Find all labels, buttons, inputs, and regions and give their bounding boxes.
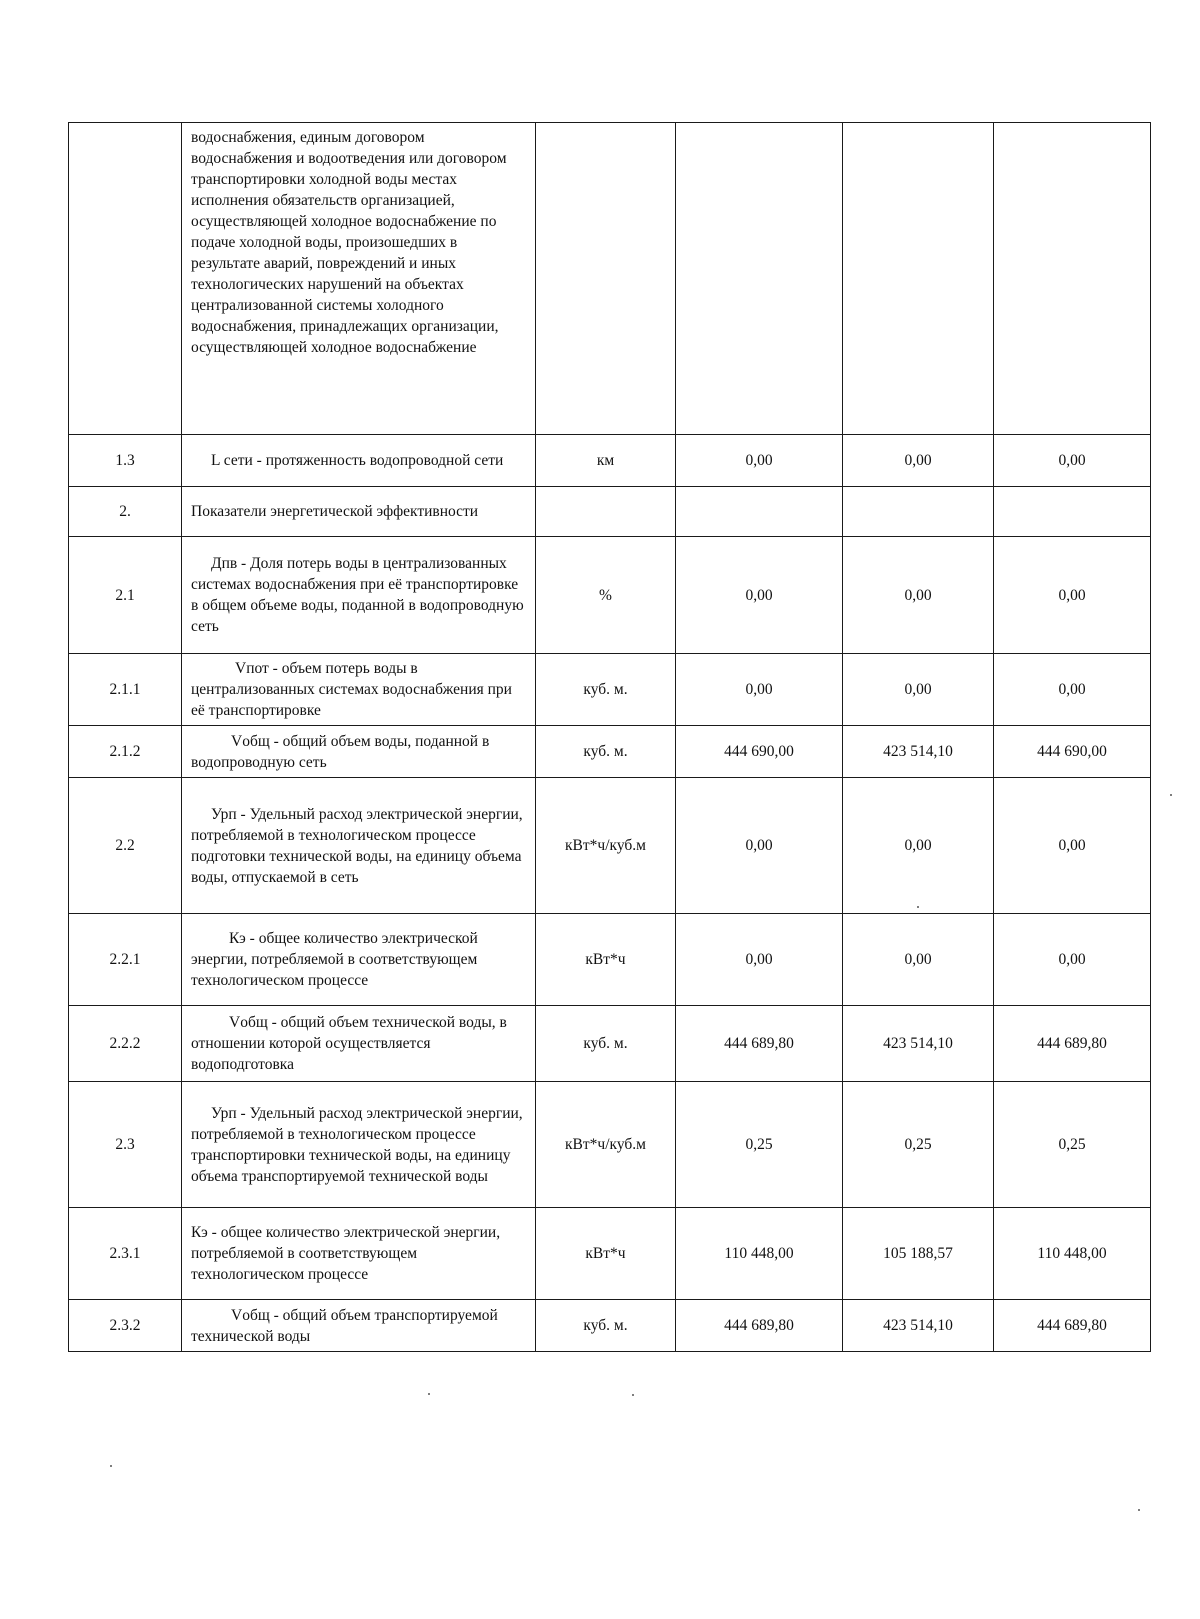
value-cell-1 — [676, 123, 843, 435]
row-number: 2.2.1 — [69, 914, 182, 1006]
table-row — [69, 1082, 1151, 1208]
unit-cell: кВт*ч — [536, 914, 676, 1006]
indicator-name — [182, 914, 536, 1006]
value-cell-1 — [676, 487, 843, 537]
indicator-name — [182, 1006, 536, 1082]
value-cell-2: 423 514,10 — [843, 726, 994, 778]
value-cell-2: 0,00 — [843, 537, 994, 654]
value-cell-3: 0,00 — [994, 654, 1151, 726]
value-cell-2 — [843, 487, 994, 537]
table-row — [69, 726, 1151, 778]
row-number: 2.1 — [69, 537, 182, 654]
indicator-name: водоснабжения, единым договором водоснабжения и водоотведения или договором транспортировки холодной воды местах исполнения обязательств организацией, осуществляющей холодное водоснабжение по подаче холодной воды, произошедших в результате аварий, повреждений и иных технологических нарушений на объектах централизованной системы холодного водоснабжения, принадлежащих организации, осуществляющей холодное водоснабжение — [182, 123, 536, 435]
value-cell-1: 444 690,00 — [676, 726, 843, 778]
value-cell-3: 444 689,80 — [994, 1300, 1151, 1352]
indicator-name-text: Дпв - Доля потерь воды в централизованных системах водоснабжения при её транспортировке в общем объеме воды, поданной в водопроводную сеть — [191, 555, 524, 635]
indicator-name — [182, 1082, 536, 1208]
row-number: 2.3 — [69, 1082, 182, 1208]
value-cell-2: 0,00 — [843, 435, 994, 487]
value-cell-3: 444 690,00 — [994, 726, 1151, 778]
value-cell-3: 444 689,80 — [994, 1006, 1151, 1082]
value-cell-1: 444 689,80 — [676, 1006, 843, 1082]
value-cell-2: 423 514,10 — [843, 1006, 994, 1082]
unit-cell: куб. м. — [536, 1300, 676, 1352]
scan-speck — [632, 1394, 634, 1396]
unit-cell: кВт*ч/куб.м — [536, 1082, 676, 1208]
table-row — [69, 1208, 1151, 1300]
value-cell-3: 0,00 — [994, 778, 1151, 914]
unit-cell: куб. м. — [536, 726, 676, 778]
indicator-name-text: Кэ - общее количество электрической энергии, потребляемой в соответствующем технологическом процессе — [191, 930, 478, 989]
row-number: 1.3 — [69, 435, 182, 487]
unit-cell: куб. м. — [536, 654, 676, 726]
scan-speck — [1138, 1509, 1140, 1511]
row-number: 2.1.2 — [69, 726, 182, 778]
row-number: 2.3.1 — [69, 1208, 182, 1300]
value-cell-2: 0,00 — [843, 914, 994, 1006]
value-cell-1: 0,00 — [676, 435, 843, 487]
value-cell-3 — [994, 123, 1151, 435]
table-row — [69, 914, 1151, 1006]
value-cell-2: 105 188,57 — [843, 1208, 994, 1300]
unit-cell: кВт*ч — [536, 1208, 676, 1300]
value-cell-1: 110 448,00 — [676, 1208, 843, 1300]
indicator-name: Кэ - общее количество электрической энергии, потребляемой в соответствующем технологическом процессе — [182, 1208, 536, 1300]
indicator-name-text: Vобщ - общий объем воды, поданной в водопроводную сеть — [191, 732, 490, 771]
indicator-name-text: Vобщ - общий объем транспортируемой технической воды — [191, 1306, 498, 1345]
value-cell-2: 0,00 — [843, 778, 994, 914]
value-cell-3: 110 448,00 — [994, 1208, 1151, 1300]
indicator-name-text: Урп - Удельный расход электрической энергии, потребляемой в технологическом процессе подготовки технической воды, на единицу объема воды, отпускаемой в сеть — [191, 805, 523, 886]
indicator-name — [182, 778, 536, 914]
indicator-name — [182, 726, 536, 778]
table-row — [69, 654, 1151, 726]
indicator-name — [182, 435, 536, 487]
indicators-table — [68, 122, 1151, 1352]
table-row — [69, 435, 1151, 487]
value-cell-2: 0,00 — [843, 654, 994, 726]
indicator-name-text: Vобщ - общий объем технической воды, в отношении которой осуществляется водоподготовка — [191, 1014, 507, 1073]
row-number — [69, 123, 182, 435]
unit-cell: кВт*ч/куб.м — [536, 778, 676, 914]
value-cell-3 — [994, 487, 1151, 537]
table-row — [69, 1300, 1151, 1352]
table-row — [69, 487, 1151, 537]
value-cell-3: 0,00 — [994, 914, 1151, 1006]
value-cell-2: 423 514,10 — [843, 1300, 994, 1352]
unit-cell: % — [536, 537, 676, 654]
value-cell-3: 0,00 — [994, 537, 1151, 654]
indicator-name: Показатели энергетической эффективности — [182, 487, 536, 537]
value-cell-1: 444 689,80 — [676, 1300, 843, 1352]
value-cell-1: 0,25 — [676, 1082, 843, 1208]
value-cell-1: 0,00 — [676, 914, 843, 1006]
unit-cell — [536, 487, 676, 537]
unit-cell: куб. м. — [536, 1006, 676, 1082]
value-cell-1: 0,00 — [676, 778, 843, 914]
unit-cell — [536, 123, 676, 435]
value-cell-1: 0,00 — [676, 537, 843, 654]
row-number: 2. — [69, 487, 182, 537]
indicator-name — [182, 654, 536, 726]
indicator-name — [182, 537, 536, 654]
table-row — [69, 123, 1151, 435]
value-cell-2: 0,25 — [843, 1082, 994, 1208]
value-cell-1: 0,00 — [676, 654, 843, 726]
indicator-name-text: Урп - Удельный расход электрической энергии, потребляемой в технологическом процессе транспортировки технической воды, на единицу объема транспортируемой технической воды — [191, 1104, 523, 1185]
unit-cell: км — [536, 435, 676, 487]
indicator-name — [182, 1300, 536, 1352]
indicator-name-text: Vпот - объем потерь воды в централизованных системах водоснабжения при её транспортировке — [191, 660, 512, 719]
row-number: 2.3.2 — [69, 1300, 182, 1352]
row-number: 2.2.2 — [69, 1006, 182, 1082]
value-cell-3: 0,00 — [994, 435, 1151, 487]
scan-speck — [1170, 794, 1172, 796]
table-row — [69, 1006, 1151, 1082]
scan-speck — [917, 906, 919, 908]
value-cell-3: 0,25 — [994, 1082, 1151, 1208]
table-row — [69, 537, 1151, 654]
value-cell-2 — [843, 123, 994, 435]
scan-speck — [110, 1465, 112, 1467]
table-row — [69, 778, 1151, 914]
indicator-name-text: L сети - протяженность водопроводной сети — [211, 452, 504, 469]
scan-speck — [428, 1393, 430, 1395]
row-number: 2.2 — [69, 778, 182, 914]
row-number: 2.1.1 — [69, 654, 182, 726]
